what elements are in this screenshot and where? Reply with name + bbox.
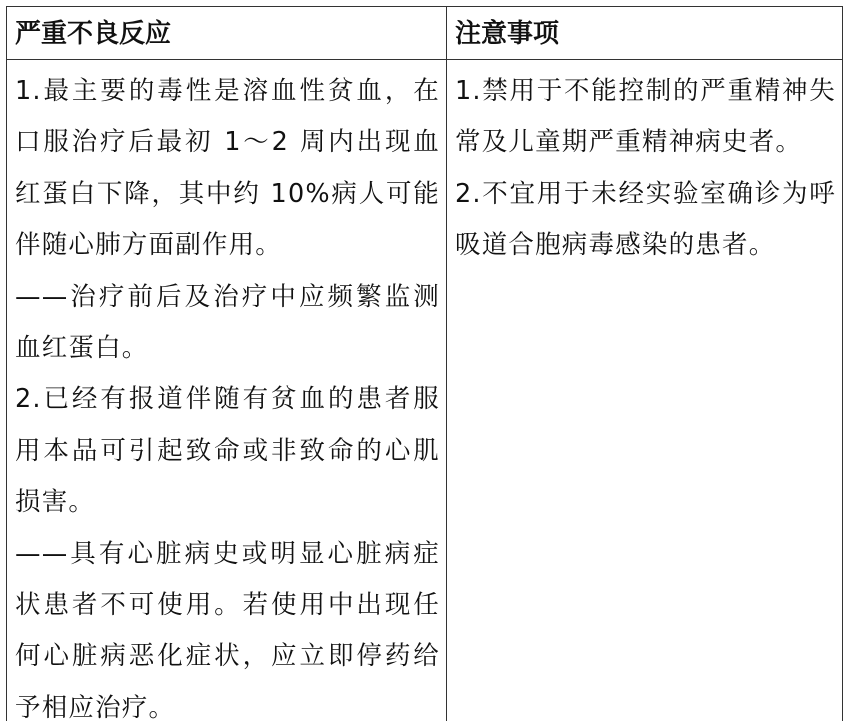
- adverse-reaction-note-1: ——治疗前后及治疗中应频繁监测血红蛋白。: [15, 281, 440, 364]
- precaution-item-2: 2.不宜用于未经实验室确诊为呼吸道合胞病毒感染的患者。: [455, 178, 836, 261]
- content-row: [7, 60, 843, 721]
- adverse-reaction-item-1: 1.最主要的毒性是溶血性贫血，在口服治疗后最初 1～2 周内出现血红蛋白下降，其中约 10%病人可能伴随心肺方面副作用。: [15, 76, 440, 261]
- header-row: [7, 7, 843, 60]
- precautions-cell: [447, 60, 843, 721]
- adverse-reaction-note-2: ——具有心脏病史或明显心脏病症状患者不可使用。若使用中出现任何心脏病恶化症状，应立即停药给予相应治疗。: [15, 538, 440, 721]
- precaution-item-1: 1.禁用于不能控制的严重精神失常及儿童期严重精神病史者。: [455, 76, 836, 158]
- adverse-reaction-item-2: 2.已经有报道伴随有贫血的患者服用本品可引起致命或非致命的心肌损害。: [15, 384, 440, 518]
- header-serious-adverse-reactions: 严重不良反应: [7, 7, 447, 60]
- drug-info-table: [6, 6, 843, 721]
- adverse-reactions-cell: [7, 60, 447, 721]
- header-precautions: 注意事项: [447, 7, 843, 60]
